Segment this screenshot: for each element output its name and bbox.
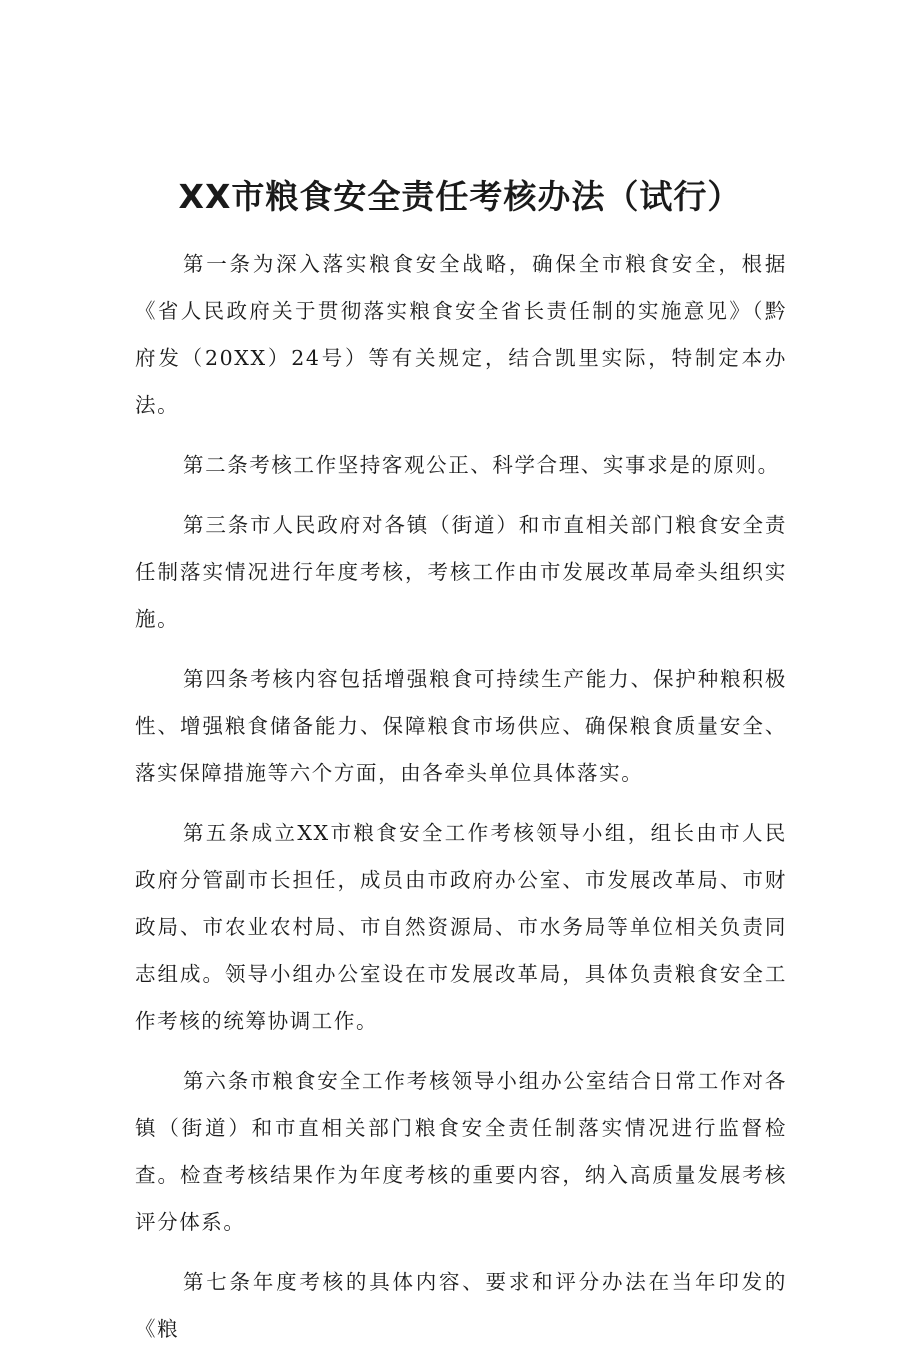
document-body [135,241,787,1366]
article-6: 第六条市粮食安全工作考核领导小组办公室结合日常工作对各镇（街道）和市直相关部门粮食安全责任制落实情况进行监督检查。检查考核结果作为年度考核的重要内容，纳入高质量发展考核评分体系。 [135,1069,787,1234]
article-7: 第七条年度考核的具体内容、要求和评分办法在当年印发的《粮 [135,1270,787,1341]
article-3: 第三条市人民政府对各镇（街道）和市直相关部门粮食安全责任制落实情况进行年度考核，考核工作由市发展改革局牵头组织实施。 [135,513,787,631]
document-title: XX市粮食安全责任考核办法（试行） [178,177,742,216]
article-1: 第一条为深入落实粮食安全战略，确保全市粮食安全，根据《省人民政府关于贯彻落实粮食安全省长责任制的实施意见》（黔府发（20XX）24号）等有关规定，结合凯里实际，特制定本办法。 [135,252,787,417]
article-4: 第四条考核内容包括增强粮食可持续生产能力、保护种粮积极性、增强粮食储备能力、保障粮食市场供应、确保粮食质量安全、落实保障措施等六个方面，由各牵头单位具体落实。 [135,667,787,785]
article-2: 第二条考核工作坚持客观公正、科学合理、实事求是的原则。 [183,453,780,477]
article-5: 第五条成立XX市粮食安全工作考核领导小组，组长由市人民政府分管副市长担任，成员由市政府办公室、市发展改革局、市财政局、市农业农村局、市自然资源局、市水务局等单位相关负责同志组成。领导小组办公室设在市发展改革局，具体负责粮食安全工作考核的统筹协调工作。 [135,821,787,1033]
